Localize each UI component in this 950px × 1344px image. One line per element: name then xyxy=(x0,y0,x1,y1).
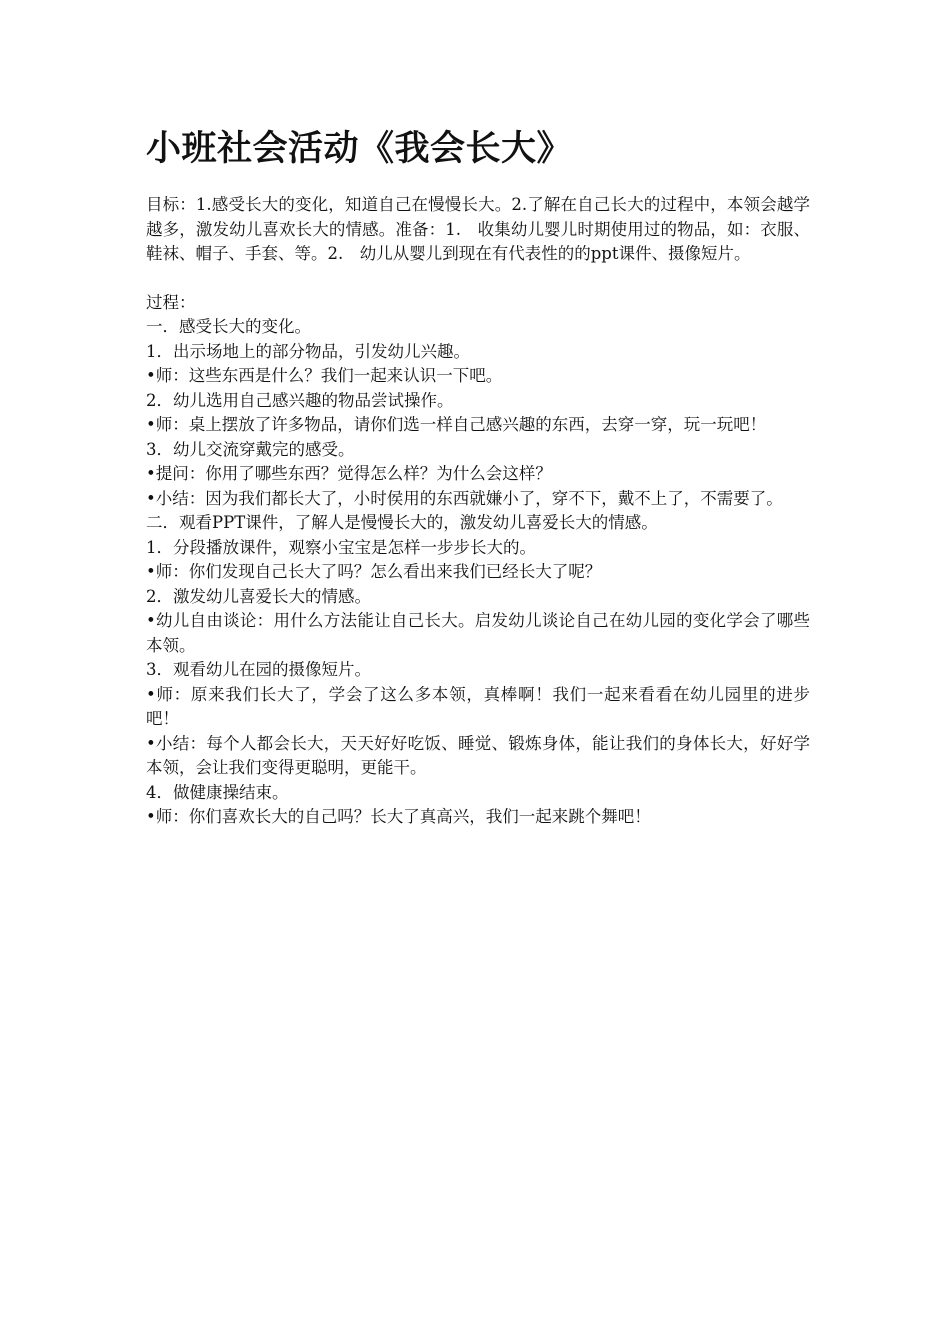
process-line: •提问：你用了哪些东西？觉得怎么样？为什么会这样？ xyxy=(146,464,552,483)
process-line: •师：这些东西是什么？我们一起来认识一下吧。 xyxy=(146,366,503,385)
process-line: •小结：每个人都会长大，天天好好吃饭、睡觉、锻炼身体，能让我们的身体长大，好好学本领，会让我们变得更聪明，更能干。 xyxy=(146,733,810,777)
process-line: 4．做健康操结束。 xyxy=(146,782,289,802)
process-line: •师：桌上摆放了许多物品，请你们选一样自己感兴趣的东西，去穿一穿，玩一玩吧！ xyxy=(146,415,767,434)
process-line: •幼儿自由谈论：用什么方法能让自己长大。启发幼儿谈论自己在幼儿园的变化学会了哪些本领。 xyxy=(146,611,810,655)
process-line: 二．观看PPT课件，了解人是慢慢长大的，激发幼儿喜爱长大的情感。 xyxy=(146,513,658,532)
process-line: 1．出示场地上的部分物品，引发幼儿兴趣。 xyxy=(146,341,470,361)
process-line: 1．分段播放课件，观察小宝宝是怎样一步步长大的。 xyxy=(146,537,536,557)
process-line: •师：你们发现自己长大了吗？怎么看出来我们已经长大了呢？ xyxy=(146,562,602,581)
document-page xyxy=(146,120,810,830)
process-line: 2．幼儿选用自己感兴趣的物品尝试操作。 xyxy=(146,390,454,410)
intro-paragraph: 目标：1.感受长大的变化，知道自己在慢慢长大。2.了解在自己长大的过程中，本领会越学越多，激发幼儿喜欢长大的情感。准备：1. 收集幼儿婴儿时期使用过的物品，如：衣服、鞋袜、帽子、手套、等。2. 幼儿从婴儿到现在有代表性的的ppt课件、摄像短片。 xyxy=(146,195,810,263)
process-line: 2．激发幼儿喜爱长大的情感。 xyxy=(146,586,371,606)
document-title: 小班社会活动《我会长大》 xyxy=(146,128,573,169)
process-line: 3．幼儿交流穿戴完的感受。 xyxy=(146,439,355,459)
process-line: •师：原来我们长大了，学会了这么多本领，真棒啊！我们一起来看看在幼儿园里的进步吧！ xyxy=(146,684,810,728)
process-section xyxy=(146,291,810,830)
process-heading: 过程： xyxy=(146,292,196,312)
process-line: •小结：因为我们都长大了，小时侯用的东西就嫌小了，穿不下，戴不上了，不需要了。 xyxy=(146,488,783,508)
process-line: •师：你们喜欢长大的自己吗？长大了真高兴，我们一起来跳个舞吧！ xyxy=(146,807,651,826)
process-line: 3．观看幼儿在园的摄像短片。 xyxy=(146,660,371,679)
process-line: 一．感受长大的变化。 xyxy=(146,317,311,336)
